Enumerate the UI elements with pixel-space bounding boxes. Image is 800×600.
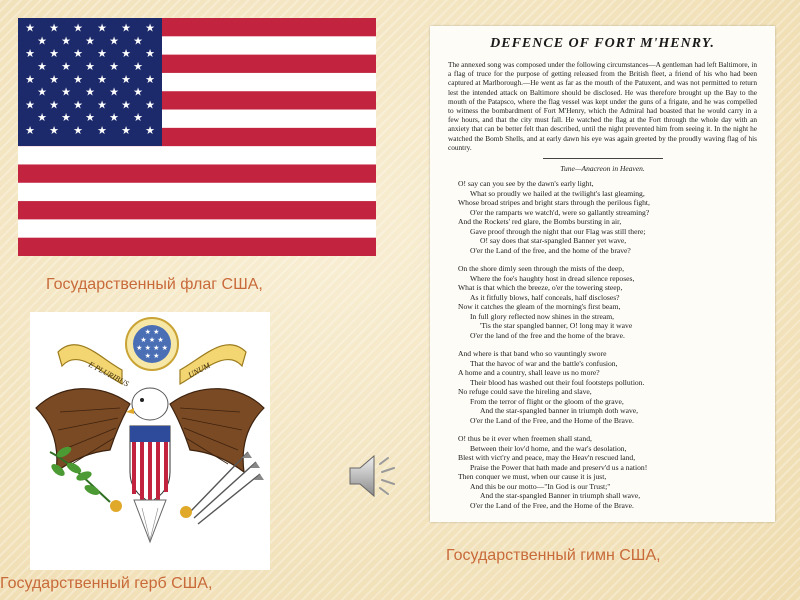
flag-star: ★ [145, 21, 155, 35]
anthem-stanza [458, 179, 757, 255]
flag-star: ★ [121, 72, 131, 86]
flag-caption: Государственный флаг США, [46, 276, 263, 293]
flag-star: ★ [85, 34, 95, 48]
flag-star: ★ [109, 85, 119, 99]
anthem-line: What so proudly we hailed at the twilight's last gleaming, [470, 188, 645, 198]
flag-star: ★ [97, 21, 107, 35]
flag-star: ★ [109, 34, 119, 48]
anthem-line: O! say can you see by the dawn's early light, [458, 179, 594, 189]
flag-star: ★ [121, 47, 131, 61]
anthem-stanzas [448, 179, 757, 510]
flag-star: ★ [73, 72, 83, 86]
anthem-line: Where the foe's haughty host in dread silence reposes, [470, 273, 635, 283]
flag-star: ★ [145, 47, 155, 61]
svg-text:★ ★ ★: ★ ★ ★ [140, 336, 164, 344]
speaker-icon[interactable] [344, 450, 402, 502]
anthem-line: O'er the Land of the Free, and the Home of the Brave. [470, 500, 634, 510]
flag-star: ★ [49, 98, 59, 112]
flag-star: ★ [73, 98, 83, 112]
anthem-line: From the terror of flight or the gloom of the grave, [470, 396, 624, 406]
flag-star: ★ [121, 98, 131, 112]
flag-stripe [18, 183, 376, 202]
flag-star: ★ [109, 111, 119, 125]
anthem-line: And this be our motto—"In God is our Trust;" [470, 481, 611, 491]
flag-star: ★ [97, 47, 107, 61]
anthem-line: O'er the land of the free and the home of the brave. [470, 330, 625, 340]
flag-star: ★ [25, 21, 35, 35]
flag-star: ★ [121, 124, 131, 137]
anthem-line: No refuge could save the hireling and slave, [458, 387, 592, 397]
flag-star: ★ [85, 60, 95, 73]
svg-text:★ ★: ★ ★ [144, 328, 160, 336]
anthem-stanza [458, 349, 757, 425]
flag-star: ★ [61, 60, 71, 73]
anthem-title: DEFENCE OF FORT M'HENRY. [490, 36, 715, 51]
flag-star: ★ [73, 47, 83, 61]
anthem-line: O'er the Land of the free, and the home of the brave? [470, 245, 631, 255]
anthem-line: What is that which the breeze, o'er the towering steep, [458, 283, 623, 293]
flag-star: ★ [133, 111, 143, 125]
flag-stripe [18, 238, 376, 256]
flag-star: ★ [97, 98, 107, 112]
anthem-line: 'Tis the star spangled banner, O! long may it wave [480, 321, 633, 331]
flag-star: ★ [121, 21, 131, 35]
anthem-line: Between their lov'd home, and the war's desolation, [470, 443, 627, 453]
flag-star: ★ [61, 111, 71, 125]
anthem-line: O! thus be it ever when freemen shall stand, [458, 434, 592, 444]
anthem-line: A home and a country, shall leave us no more? [458, 368, 600, 378]
flag-star: ★ [25, 47, 35, 61]
flag-star: ★ [37, 85, 47, 99]
flag-star: ★ [109, 60, 119, 73]
anthem-line: That the havoc of war and the battle's confusion, [470, 358, 618, 368]
anthem-line: Then conquer we must, when our cause it is just, [458, 472, 607, 482]
flag-star: ★ [49, 72, 59, 86]
anthem-tune: Tune—Anacreon in Heaven. [560, 164, 645, 174]
motto-left-text: E PLURIBUS [87, 359, 131, 389]
flag-stripe [18, 164, 376, 183]
flag-star: ★ [73, 124, 83, 137]
flag-star: ★ [133, 34, 143, 48]
flag-star: ★ [49, 21, 59, 35]
anthem-line: And the star-spangled banner in triumph doth wave, [480, 406, 639, 416]
anthem-line: Their blood has washed out their foul footsteps pollution. [470, 377, 645, 387]
anthem-line: O! say does that star-spangled Banner yet wave, [480, 236, 627, 246]
svg-text:★ ★: ★ ★ [144, 352, 160, 360]
flag-star: ★ [133, 85, 143, 99]
anthem-line: Blest with vict'ry and peace, may the Heav'n rescued land, [458, 453, 636, 463]
flag-star: ★ [25, 72, 35, 86]
anthem-line: As it fitfully blows, half conceals, half discloses? [470, 292, 620, 302]
flag-stripe [18, 219, 376, 238]
coat-of-arms-caption: Государственный герб США, [0, 575, 213, 592]
anthem-line: O'er the ramparts we watch'd, were so gallantly streaming? [470, 207, 650, 217]
flag-star: ★ [97, 124, 107, 137]
flag-star: ★ [97, 72, 107, 86]
anthem-line: On the shore dimly seen through the mists of the deep, [458, 264, 624, 274]
anthem-stanza [458, 264, 757, 340]
anthem-line: And where is that band who so vauntingly swore [458, 349, 607, 359]
anthem-line: O'er the Land of the Free, and the Home of the Brave. [470, 415, 634, 425]
anthem-line: Whose broad stripes and bright stars through the perilous fight, [458, 198, 650, 208]
flag-star: ★ [25, 98, 35, 112]
anthem-line: And the Rockets' red glare, the Bombs bursting in air, [458, 217, 622, 227]
anthem-line: In full glory reflected now shines in the stream, [470, 311, 615, 321]
anthem-document [430, 26, 775, 522]
motto-right-text: UNUM [186, 360, 212, 380]
anthem-caption: Государственный гимн США, [446, 547, 661, 564]
divider [543, 158, 663, 159]
flag-stripe [18, 201, 376, 220]
flag-star: ★ [133, 60, 143, 73]
flag-star: ★ [61, 85, 71, 99]
flag-star: ★ [73, 21, 83, 35]
flag-stripe [18, 146, 376, 165]
anthem-line: Now it catches the gleam of the morning's first beam, [458, 302, 621, 312]
anthem-line: Praise the Power that hath made and preserv'd us a nation! [470, 462, 648, 472]
flag-star: ★ [37, 34, 47, 48]
anthem-line: And the star-spangled Banner in triumph shall wave, [480, 491, 641, 501]
us-flag-image [18, 18, 376, 256]
flag-star: ★ [145, 98, 155, 112]
flag-star: ★ [49, 124, 59, 137]
coat-of-arms-image [30, 312, 270, 570]
flag-star: ★ [145, 124, 155, 137]
anthem-line: Gave proof through the night that our Flag was still there; [470, 226, 646, 236]
anthem-stanza [458, 434, 757, 510]
flag-star: ★ [85, 85, 95, 99]
flag-star: ★ [85, 111, 95, 125]
flag-star: ★ [37, 60, 47, 73]
flag-star: ★ [145, 72, 155, 86]
flag-star: ★ [49, 47, 59, 61]
flag-star: ★ [37, 111, 47, 125]
flag-star: ★ [61, 34, 71, 48]
anthem-intro: The annexed song was composed under the following circumstances—A gentleman had left Baltimore, in a flag of truce for the purpose of getting released from the British fleet, a friend of his who had been captured at Marlborough.—He went as far as the mouth of the Patuxent, and was not permitted to return lest the intended attack on Baltimore should be disclosed. He was therefore brought up the Bay to the mouth of the Patapsco, where the flag vessel was kept under the guns of a frigate, and he was compelled to witness the bombardment of Fort M'Henry, which the Admiral had boasted that he would carry in a few hours, and that the city must fall. He watched the flag at the Fort through the whole day with an anxiety that can be better felt than described, until the night prevented him from seeing it. In the night he watched the Bomb Shells, and at early dawn his eye was again greeted by the proudly waving flag of his country. [448, 60, 757, 152]
flag-star: ★ [25, 124, 35, 137]
svg-text:★ ★ ★ ★: ★ ★ ★ ★ [136, 344, 168, 352]
